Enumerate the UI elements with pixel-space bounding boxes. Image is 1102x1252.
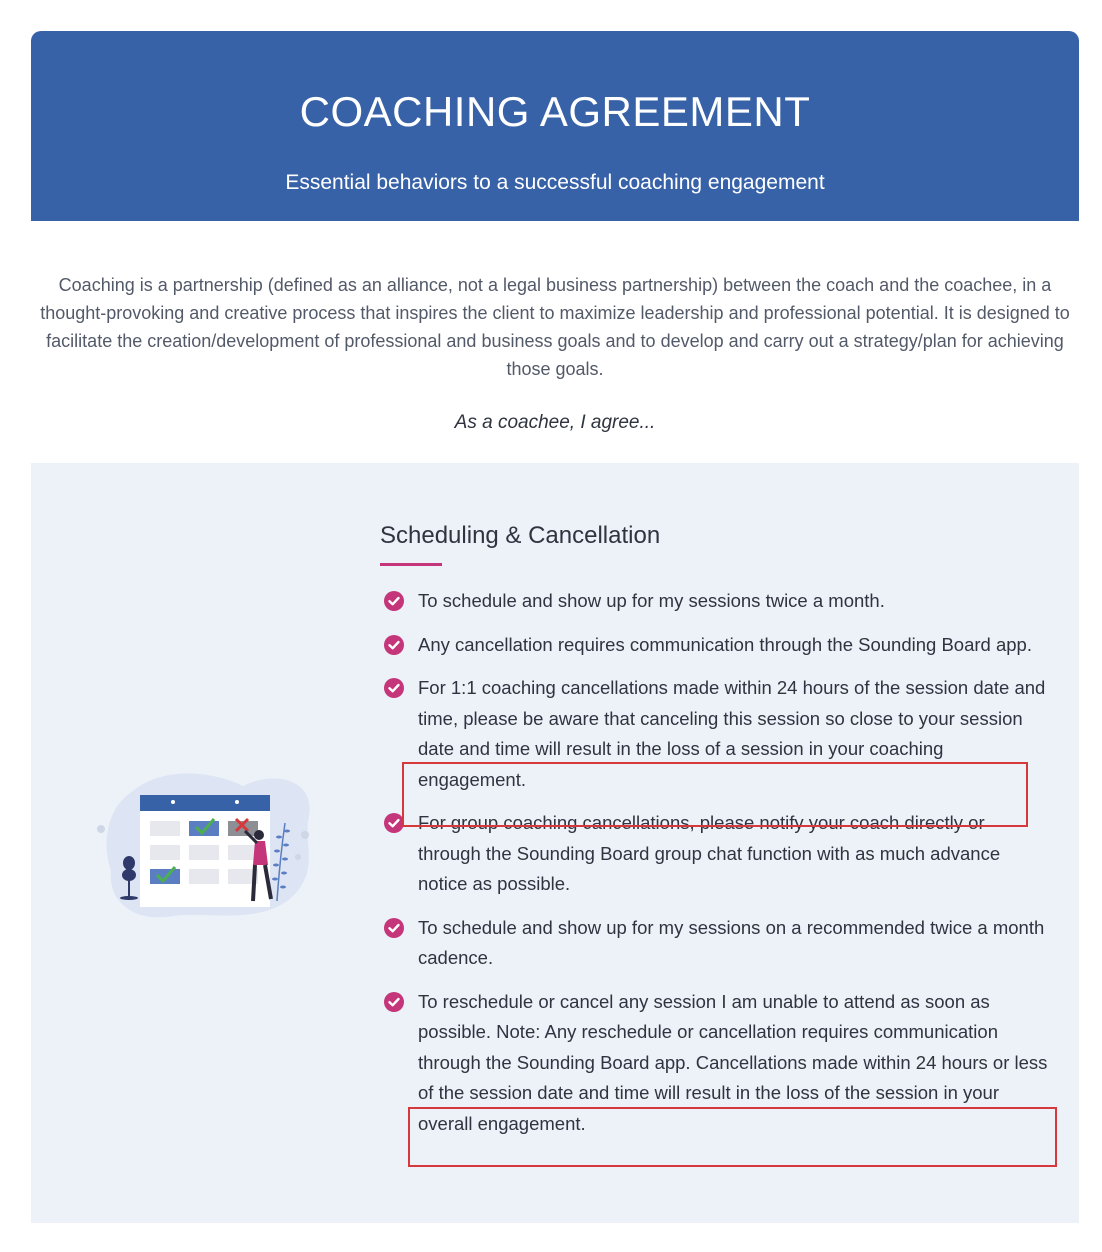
section-title: Scheduling & Cancellation (380, 522, 661, 549)
list-item (380, 586, 1050, 617)
title-underline (380, 563, 442, 566)
plant-leaf (122, 869, 136, 881)
highlight-box (402, 762, 1028, 827)
check-circle-icon (384, 918, 404, 938)
list-item-text: For 1:1 coaching cancellations made within 24 hours of the session date and time, please be aware that canceling this session so close to your session date and time will result in the loss of a session in your coaching engagement. (418, 677, 1046, 790)
check-circle-icon (384, 591, 404, 611)
calendar-ring (171, 800, 175, 804)
calendar-cell (189, 869, 219, 884)
check-circle-icon (384, 635, 404, 655)
page-title: COACHING AGREEMENT (299, 88, 811, 135)
page-subtitle: Essential behaviors to a successful coaching engagement (285, 171, 825, 194)
decor-dot (295, 854, 301, 860)
list-item-text: For group coaching cancellations, please notify your coach directly or through the Sounding Board group chat function with as much advance notice as possible. (418, 812, 1001, 894)
plant-base (120, 896, 138, 900)
decor-dot (97, 825, 105, 833)
calendar-cell (189, 845, 219, 860)
check-circle-icon (384, 992, 404, 1012)
highlight-box (408, 1107, 1057, 1167)
person-head (254, 830, 264, 840)
intro-paragraph: Coaching is a partnership (defined as an alliance, not a legal business partnership) between the coach and the coachee, in a thought-provoking and creative process that inspires the client to maximize leadership and professional potential. It is designed to facilitate the creation/development of professional and business goals and to develop and carry out a strategy/plan for achieving those goals. (40, 275, 1070, 379)
header-banner (31, 31, 1079, 221)
calendar-ring (235, 800, 239, 804)
list-item (380, 630, 1050, 661)
list-item-text: To schedule and show up for my sessions twice a month. (418, 590, 885, 611)
agreement-list (380, 586, 1050, 1152)
calendar-cell (228, 845, 258, 860)
calendar-header (140, 795, 270, 811)
calendar-scheduling-illustration (93, 761, 323, 931)
list-item (380, 913, 1050, 974)
list-item-text: To schedule and show up for my sessions on a recommended twice a month cadence. (418, 916, 1045, 968)
calendar-cell (150, 845, 180, 860)
list-item-text: Any cancellation requires communication through the Sounding Board app. (418, 633, 1032, 655)
check-circle-icon (384, 678, 404, 698)
check-circle-icon (384, 813, 404, 833)
list-item-text: To reschedule or cancel any session I am unable to attend as soon as possible. Note: Any reschedule or cancellation requires communication through the Sounding Board app. Cancellations made within 24 hours or less of the session date and time will result in the loss of the session in your overall engagement. (418, 990, 1048, 1134)
calendar-cell (150, 821, 180, 836)
plant-leaf (123, 856, 135, 870)
decor-dot (301, 831, 309, 839)
agree-line: As a coachee, I agree... (454, 412, 656, 433)
